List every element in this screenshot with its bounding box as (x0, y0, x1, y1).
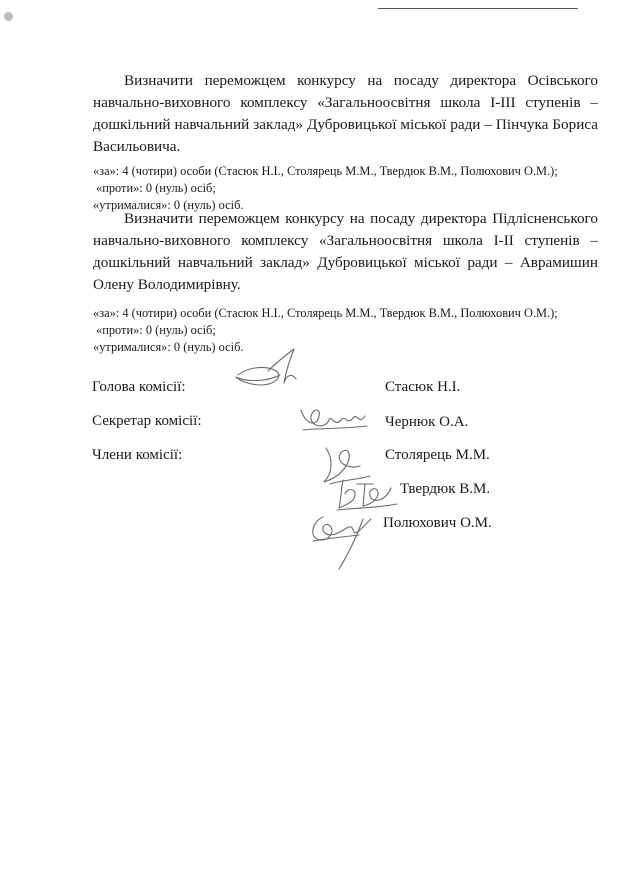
vote-against: «проти»: 0 (нуль) осіб; (96, 323, 216, 337)
chair-signature (228, 345, 308, 395)
member-name: Полюхович О.М. (383, 515, 492, 531)
scan-mark (4, 12, 13, 21)
vote-results (93, 163, 613, 214)
vote-for: «за»: 4 (чотири) особи (Стасюк Н.І., Столярець М.М., Твердюк В.М., Полюхович О.М.); (93, 306, 558, 320)
secretary-signature (295, 400, 375, 436)
vote-results (93, 305, 613, 356)
chair-name: Стасюк Н.І. (385, 379, 461, 395)
secretary-label: Секретар комісії: (92, 413, 202, 429)
decision-paragraph: Визначити переможцем конкурсу на посаду директора Підлісненського навчально-виховного комплексу «Загальноосвітня школа І-ІІ ступенів – дошкільний навчальний заклад» Дубровицької міської ради – Аврамишин Олену Володимирівну. (93, 210, 598, 293)
member-name: Столярець М.М. (385, 447, 490, 463)
member-name: Твердюк В.М. (400, 481, 491, 497)
vote-against: «проти»: 0 (нуль) осіб; (96, 181, 216, 195)
members-label: Члени комісії: (92, 447, 183, 463)
vote-for: «за»: 4 (чотири) особи (Стасюк Н.І., Столярець М.М., Твердюк В.М., Полюхович О.М.); (93, 164, 558, 178)
member-signature (305, 505, 379, 575)
vote-abstain: «утрималися»: 0 (нуль) осіб. (93, 198, 244, 212)
secretary-name: Чернюк О.А. (385, 414, 469, 430)
top-rule (378, 8, 578, 9)
decision-paragraph: Визначити переможцем конкурсу на посаду директора Осівського навчально-виховного комплексу «Загальноосвітня школа І-ІІІ ступенів – дошкільний навчальний заклад» Дубровицької міської ради – Пінчука Бориса Васильовича. (93, 72, 598, 155)
vote-abstain: «утрималися»: 0 (нуль) осіб. (93, 340, 244, 354)
chair-label: Голова комісії: (92, 379, 186, 395)
